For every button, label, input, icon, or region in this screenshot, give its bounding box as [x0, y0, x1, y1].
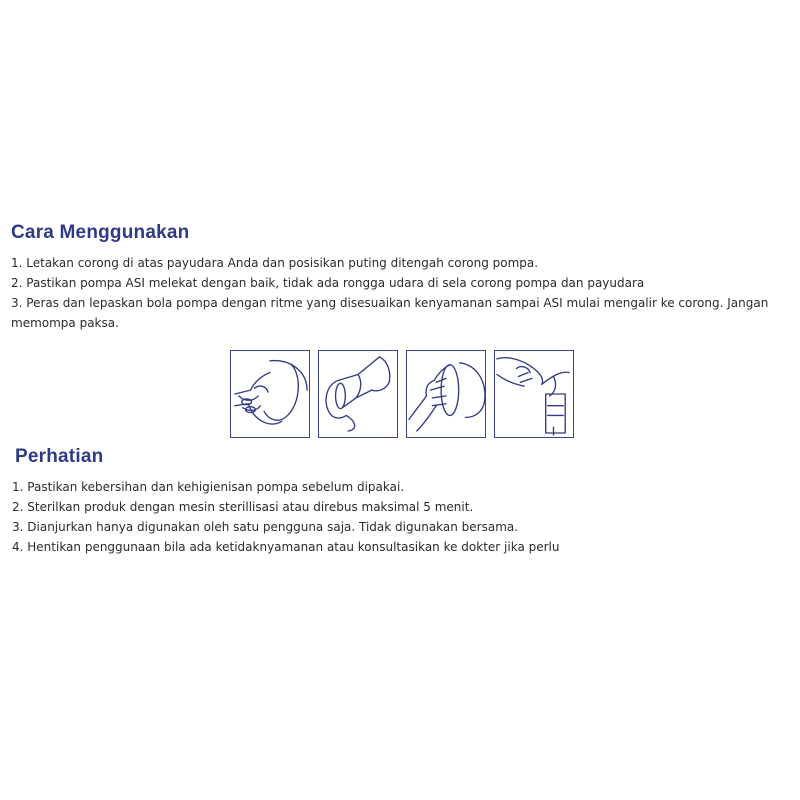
hand-holding-funnel-illustration	[406, 350, 486, 438]
attention-item: 1. Pastikan kebersihan dan kehigienisan pompa sebelum dipakai.	[12, 480, 405, 494]
usage-step: 3. Peras dan lepaskan bola pompa dengan ritme yang disesuaikan kenyamanan sampai ASI mulai mengalir ke corong. Jangan memompa paksa.	[11, 296, 769, 330]
attention-item: 3. Dianjurkan hanya digunakan oleh satu pengguna saja. Tidak digunakan bersama.	[12, 520, 519, 534]
usage-steps-list	[11, 253, 781, 333]
attention-heading: Perhatian	[15, 446, 104, 467]
attention-item: 2. Sterilkan produk dengan mesin sterillisasi atau direbus maksimal 5 menit.	[12, 500, 474, 514]
attention-list	[12, 477, 712, 557]
hand-squeezing-pump-bulb-illustration	[230, 350, 310, 438]
usage-heading: Cara Menggunakan	[11, 222, 190, 243]
usage-step: 1. Letakan corong di atas payudara Anda dan posisikan puting ditengah corong pompa.	[11, 256, 539, 270]
pump-funnel-illustration	[318, 350, 398, 438]
pump-attached-illustration	[494, 350, 574, 438]
attention-item: 4. Hentikan penggunaan bila ada ketidaknyamanan atau konsultasikan ke dokter jika perlu	[12, 540, 560, 554]
usage-illustrations	[230, 350, 576, 439]
usage-step: 2. Pastikan pompa ASI melekat dengan baik, tidak ada rongga udara di sela corong pompa dan payudara	[11, 276, 645, 290]
